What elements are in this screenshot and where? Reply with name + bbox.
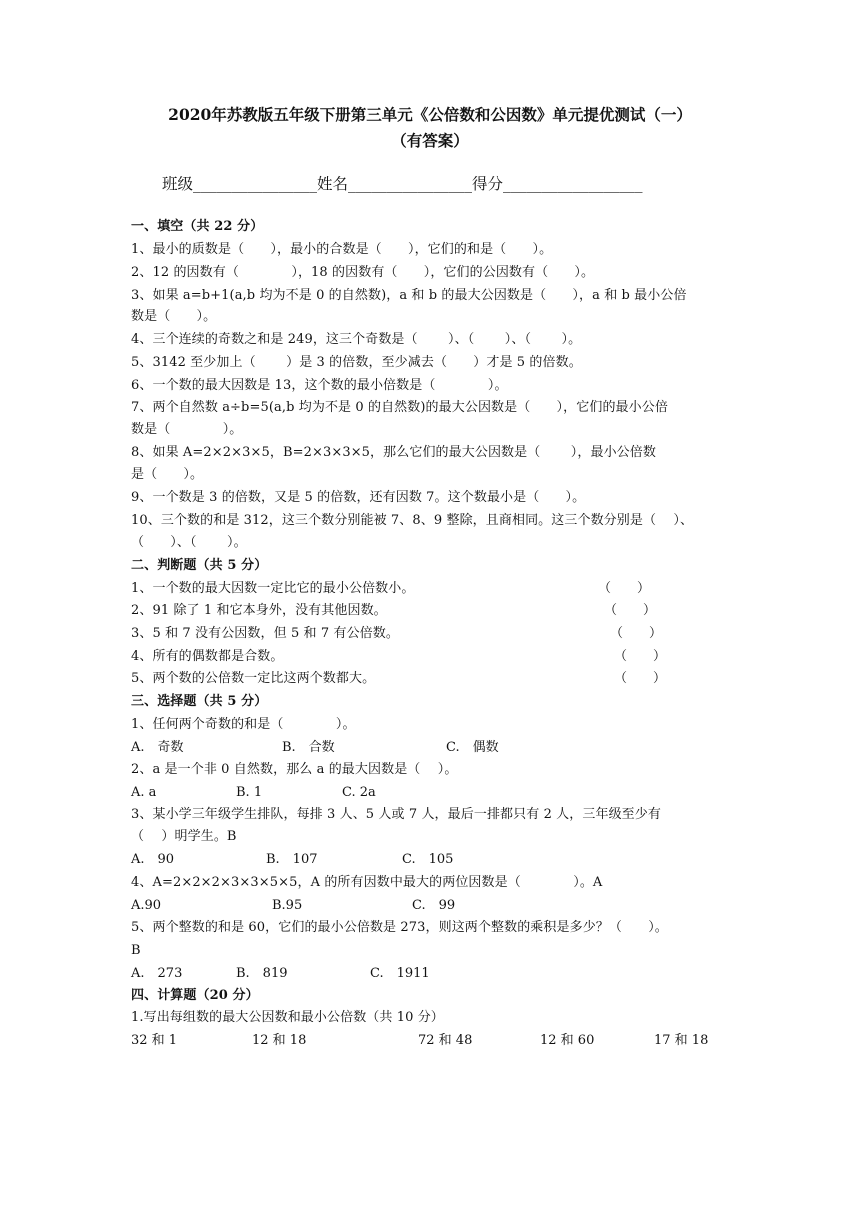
judge-item-1: 1、一个数的最大因数一定比它的最小公倍数小。	[131, 581, 415, 596]
choice-1-option-c: C. 偶数	[446, 740, 499, 755]
fill-question-8: 8、如果 A=2×2×3×5，B=2×3×3×5，那么它们的最大公因数是（ ），最小公倍数	[131, 445, 656, 460]
judge-item-5: 5、两个数的公倍数一定比这两个数都大。	[131, 671, 376, 686]
fill-question-1: 1、最小的质数是（ ），最小的合数是（ ），它们的和是（ ）。	[131, 242, 553, 257]
judge-answer-bracket-3: （ ）	[610, 626, 663, 641]
section-heading-fill-in: 一、填空（共 22 分）	[131, 219, 264, 234]
fill-question-3: 3、如果 a=b+1(a,b 均为不是 0 的自然数)，a 和 b 的最大公因数是（ ），a 和 b 最小公倍	[131, 288, 687, 303]
section-heading-calculation: 四、计算题（20 分）	[131, 988, 259, 1003]
choice-question-3-cont: （ ）明学生。B	[131, 829, 237, 844]
choice-question-1: 1、任何两个奇数的和是（ ）。	[131, 717, 356, 732]
fill-question-3-cont: 数是（ ）。	[131, 309, 217, 324]
choice-5-option-b: B. 819	[236, 966, 288, 981]
choice-2-option-b: B. 1	[236, 785, 263, 800]
judge-item-4: 4、所有的偶数都是合数。	[131, 649, 284, 664]
fill-question-7: 7、两个自然数 a÷b=5(a,b 均为不是 0 的自然数)的最大公因数是（ ），它们的最小公倍	[131, 400, 668, 415]
judge-answer-bracket-1: （ ）	[598, 581, 651, 596]
choice-3-option-c: C. 105	[402, 852, 454, 867]
choice-2-option-c: C. 2a	[342, 785, 376, 800]
fill-question-9: 9、一个数是 3 的倍数，又是 5 的倍数，还有因数 7。这个数最小是（ ）。	[131, 490, 586, 505]
fill-question-2: 2、12 的因数有（ ），18 的因数有（ ），它们的公因数有（ ）。	[131, 265, 595, 280]
choice-question-2: 2、a 是一个非 0 自然数，那么 a 的最大因数是（ ）。	[131, 762, 458, 777]
choice-5-option-a: A. 273	[131, 966, 183, 981]
calc-group-2: 12 和 18	[252, 1033, 307, 1048]
section-heading-multiple-choice: 三、选择题（共 5 分）	[131, 694, 268, 709]
fill-question-8-cont: 是（ ）。	[131, 467, 204, 482]
student-info-line: 班级________________姓名________________得分__________________	[162, 175, 643, 193]
choice-3-option-a: A. 90	[131, 852, 175, 867]
choice-4-option-c: C. 99	[412, 898, 456, 913]
choice-4-option-b: B.95	[272, 898, 303, 913]
choice-1-option-b: B. 合数	[282, 740, 335, 755]
calc-group-5: 17 和 18	[654, 1033, 709, 1048]
judge-answer-bracket-2: （ ）	[604, 603, 657, 618]
judge-answer-bracket-4: （ ）	[614, 649, 667, 664]
choice-3-option-b: B. 107	[266, 852, 318, 867]
choice-question-3: 3、某小学三年级学生排队，每排 3 人、5 人或 7 人，最后一排都只有 2 人，三年级至少有	[131, 807, 661, 822]
fill-question-10-cont: （ ）、（ ）。	[131, 535, 247, 550]
fill-question-10: 10、三个数的和是 312，这三个数分别能被 7、8、9 整除，且商相同。这三个数分别是（ ）、	[131, 513, 694, 528]
calc-group-3: 72 和 48	[418, 1033, 473, 1048]
judge-item-2: 2、91 除了 1 和它本身外，没有其他因数。	[131, 603, 387, 618]
page-title: 2020年苏教版五年级下册第三单元《公倍数和公因数》单元提优测试（一）	[168, 105, 692, 124]
fill-question-4: 4、三个连续的奇数之和是 249，这三个奇数是（ ）、（ ）、（ ）。	[131, 332, 582, 347]
choice-question-4: 4、A=2×2×2×3×3×5×5，A 的所有因数中最大的两位因数是（ ）。A	[131, 875, 603, 890]
section-heading-true-false: 二、判断题（共 5 分）	[131, 558, 268, 573]
judge-answer-bracket-5: （ ）	[614, 671, 667, 686]
choice-2-option-a: A. a	[131, 785, 157, 800]
calc-group-4: 12 和 60	[540, 1033, 595, 1048]
page-subtitle: （有答案）	[391, 131, 469, 150]
fill-question-5: 5、3142 至少加上（ ）是 3 的倍数，至少减去（ ）才是 5 的倍数。	[131, 355, 582, 370]
choice-5-option-c: C. 1911	[370, 966, 430, 981]
calc-group-1: 32 和 1	[131, 1033, 178, 1048]
calc-subtask-1: 1.写出每组数的最大公因数和最小公倍数（共 10 分）	[131, 1010, 444, 1025]
fill-question-7-cont: 数是（ ）。	[131, 422, 243, 437]
fill-question-6: 6、一个数的最大因数是 13，这个数的最小倍数是（ ）。	[131, 378, 508, 393]
choice-question-5: 5、两个整数的和是 60，它们的最小公倍数是 273，则这两个整数的乘积是多少？（ ）。	[131, 920, 668, 935]
judge-item-3: 3、5 和 7 没有公因数，但 5 和 7 有公倍数。	[131, 626, 399, 641]
choice-1-option-a: A. 奇数	[131, 740, 184, 755]
choice-question-5-cont: B	[131, 943, 141, 958]
choice-4-option-a: A.90	[131, 898, 162, 913]
